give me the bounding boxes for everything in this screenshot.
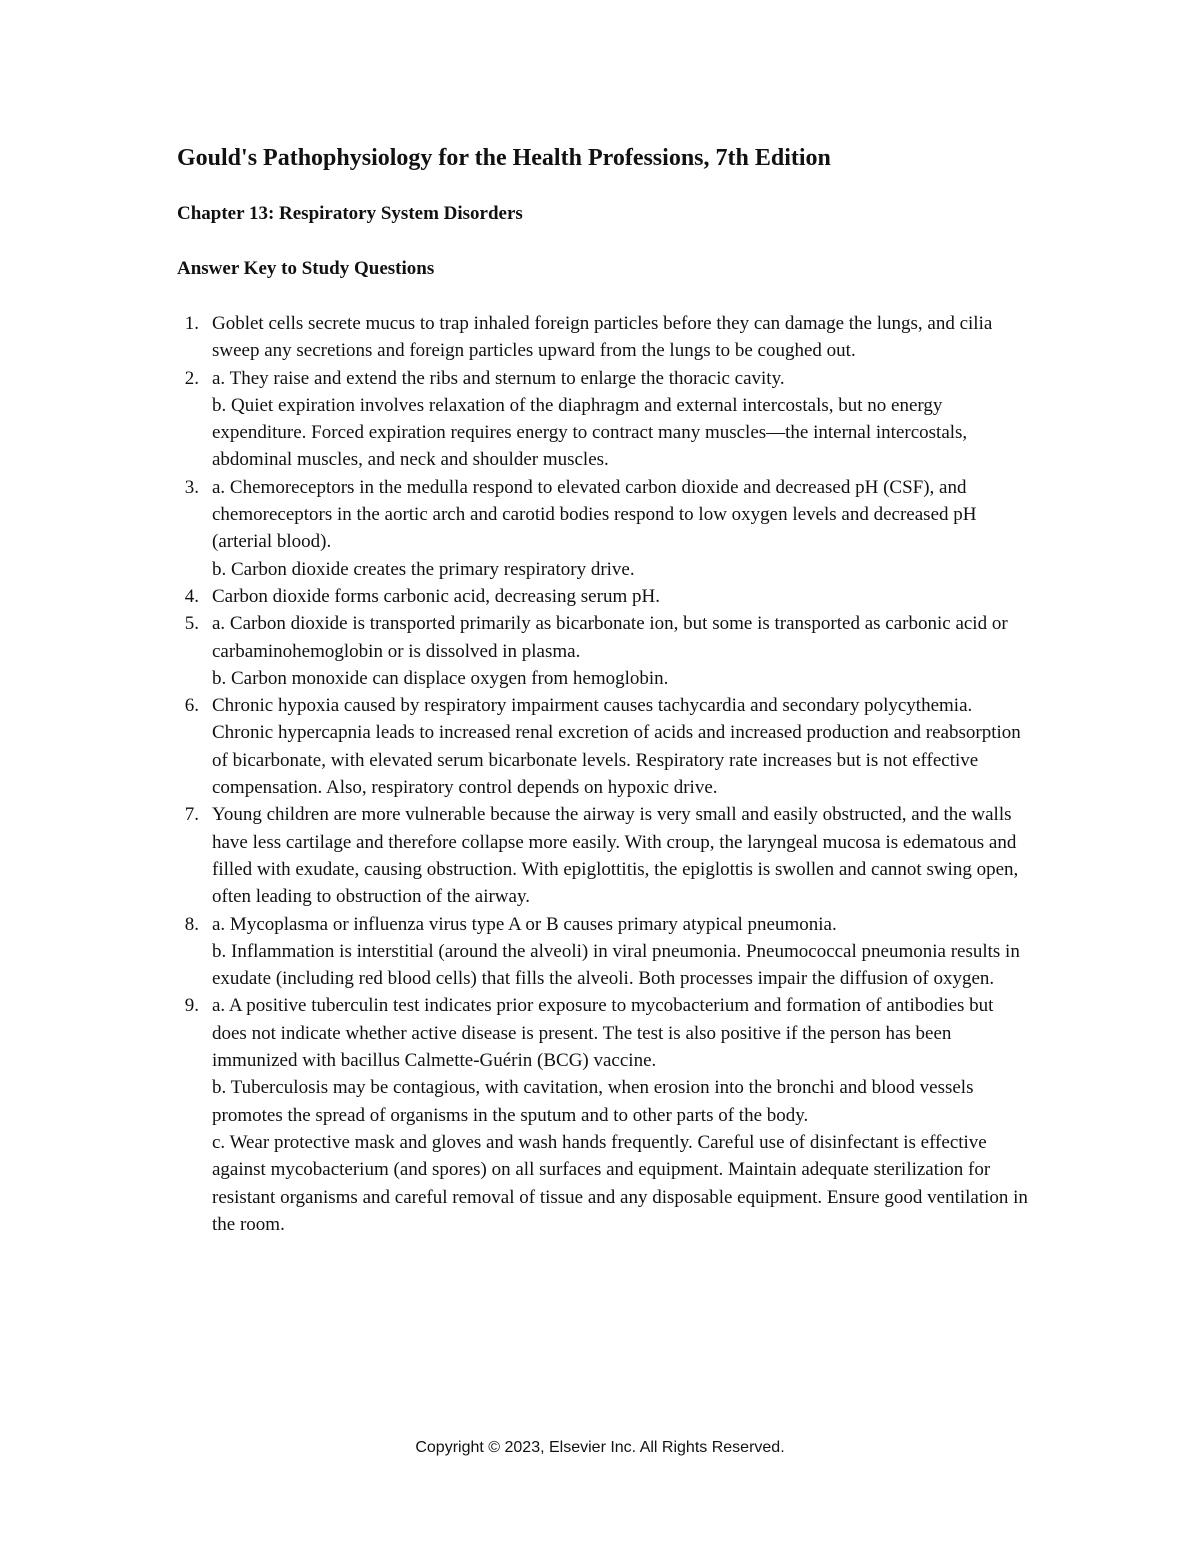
- answer-text: Carbon dioxide forms carbonic acid, decreasing serum pH.: [212, 585, 660, 607]
- answer-text: c. Wear protective mask and gloves and wash hands frequently. Careful use of disinfectant is effective against mycobacterium (and spores) on all surfaces and equipment. Maintain adequate sterilization for resistant organisms and careful removal of tissue and any disposable equipment. Ensure good ventilation in the room.: [212, 1131, 1028, 1235]
- answer-text: b. Carbon monoxide can displace oxygen from hemoglobin.: [212, 667, 669, 689]
- answer-text: b. Quiet expiration involves relaxation of the diaphragm and external intercostals, but no energy expenditure. Forced expiration requires energy to contract many muscles—the internal intercostals, abdominal muscles, and neck and shoulder muscles.: [212, 394, 968, 471]
- answer-number: 7.: [184, 804, 199, 826]
- answer-item: [0, 692, 1032, 801]
- answer-body: [212, 365, 1032, 474]
- copyright-footer: Copyright © 2023, Elsevier Inc. All Rights Reserved.: [415, 1439, 785, 1456]
- answer-body: [212, 911, 1032, 993]
- answer-text: b. Tuberculosis may be contagious, with cavitation, when erosion into the bronchi and blood vessels promotes the spread of organisms in the sputum and to other parts of the body.: [212, 1077, 974, 1126]
- answer-text: a. Carbon dioxide is transported primarily as bicarbonate ion, but some is transported as carbonic acid or carbaminohemoglobin or is dissolved in plasma.: [212, 613, 1008, 662]
- answer-item: [0, 992, 1032, 1238]
- answer-body: [212, 583, 1032, 610]
- chapter-title: Chapter 13: Respiratory System Disorders: [177, 203, 523, 224]
- answer-body: [212, 310, 1032, 365]
- answer-text: a. Chemoreceptors in the medulla respond to elevated carbon dioxide and decreased pH (CSF), and chemoreceptors in the aortic arch and carotid bodies respond to low oxygen levels and decreased pH (arterial blood).: [212, 476, 977, 553]
- answer-item: [0, 610, 1032, 692]
- answer-item: [0, 911, 1032, 993]
- section-title: Answer Key to Study Questions: [177, 258, 435, 279]
- answer-number: 4.: [184, 585, 199, 607]
- answer-item: [0, 365, 1032, 474]
- answer-body: [212, 474, 1032, 583]
- answer-text: Young children are more vulnerable because the airway is very small and easily obstructed, and the walls have less cartilage and therefore collapse more easily. With croup, the laryngeal mucosa is edematous and filled with exudate, causing obstruction. With epiglottitis, the epiglottis is swollen and cannot swing open, often leading to obstruction of the airway.: [212, 804, 1019, 908]
- answer-text: Goblet cells secrete mucus to trap inhaled foreign particles before they can damage the lungs, and cilia sweep any secretions and foreign particles upward from the lungs to be coughed out.: [212, 313, 993, 362]
- answer-body: [212, 801, 1032, 910]
- answer-list: [0, 310, 1032, 1238]
- answer-text: b. Carbon dioxide creates the primary respiratory drive.: [212, 558, 635, 580]
- answer-number: 2.: [184, 367, 199, 389]
- answer-item: [0, 474, 1032, 583]
- answer-body: [212, 692, 1032, 801]
- answer-text: a. A positive tuberculin test indicates prior exposure to mycobacterium and formation of antibodies but does not indicate whether active disease is present. The test is also positive if the person has been immunized with bacillus Calmette-Guérin (BCG) vaccine.: [212, 995, 994, 1072]
- answer-number: 1.: [184, 313, 199, 334]
- answer-body: [212, 992, 1032, 1238]
- answer-text: a. Mycoplasma or influenza virus type A or B causes primary atypical pneumonia.: [212, 913, 837, 935]
- answer-body: [212, 610, 1032, 692]
- answer-number: 3.: [184, 476, 199, 498]
- answer-text: Chronic hypoxia caused by respiratory impairment causes tachycardia and secondary polycythemia. Chronic hypercapnia leads to increased renal excretion of acids and increased production and reabsorption of bicarbonate, with elevated serum bicarbonate levels. Respiratory rate increases but is not effective compensation. Also, respiratory control depends on hypoxic drive.: [212, 695, 1021, 799]
- answer-number: 5.: [184, 613, 199, 635]
- document-title: Gould's Pathophysiology for the Health Professions, 7th Edition: [177, 145, 831, 171]
- answer-number: 9.: [184, 995, 199, 1017]
- answer-text: b. Inflammation is interstitial (around the alveoli) in viral pneumonia. Pneumococcal pneumonia results in exudate (including red blood cells) that fills the alveoli. Both processes impair the diffusion of oxygen.: [212, 940, 1020, 990]
- answer-item: [0, 583, 1032, 610]
- answer-item: [0, 801, 1032, 910]
- answer-number: 8.: [184, 913, 199, 935]
- answer-number: 6.: [184, 695, 199, 717]
- answer-item: [0, 310, 1032, 365]
- answer-text: a. They raise and extend the ribs and sternum to enlarge the thoracic cavity.: [212, 367, 785, 389]
